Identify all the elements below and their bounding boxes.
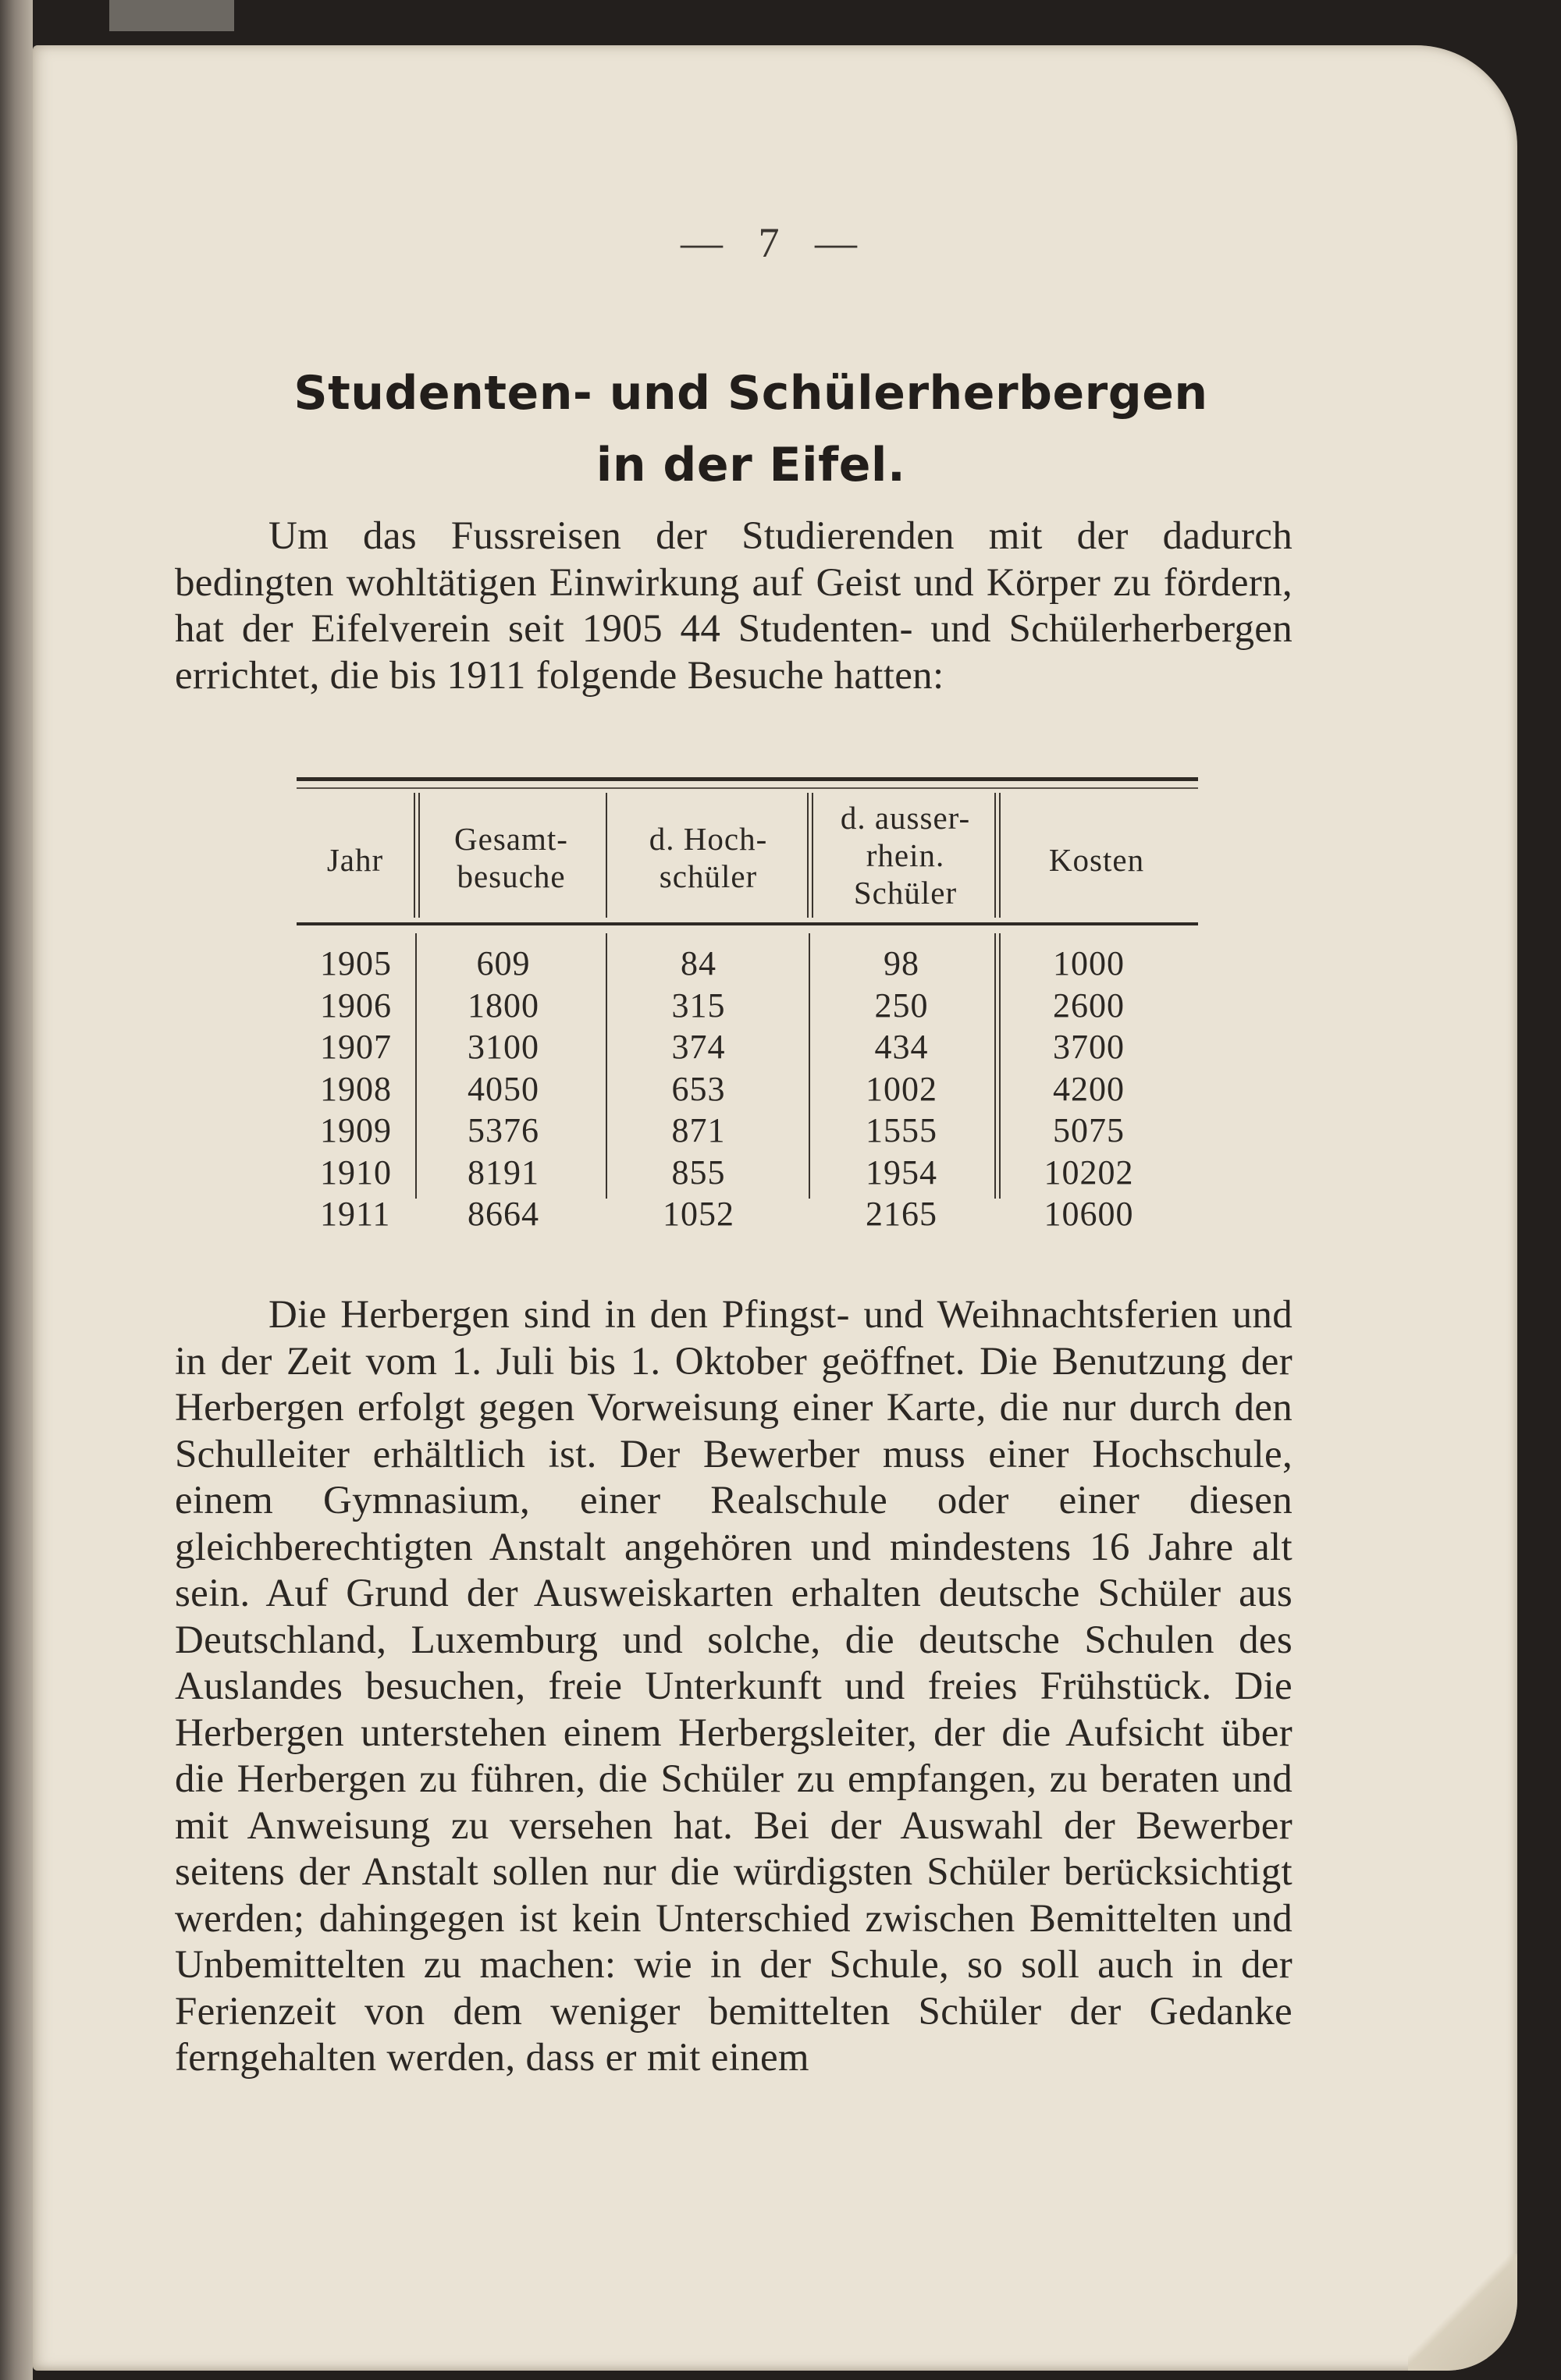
- page-title: [33, 357, 1469, 501]
- cell-hochschueler: 84: [681, 944, 716, 982]
- cell-kosten: 5075: [1053, 1111, 1125, 1149]
- cell-gesamtbesuche: 4050: [468, 1069, 539, 1108]
- cell-jahr: 1911: [320, 1195, 391, 1233]
- cell-gesamtbesuche: 1800: [468, 986, 539, 1025]
- header-hochschueler: [620, 820, 796, 895]
- cell-jahr: 1909: [320, 1111, 392, 1149]
- cell-gesamtbesuche: 609: [476, 944, 531, 982]
- cell-kosten: 2600: [1053, 986, 1125, 1025]
- col-divider: [414, 793, 420, 918]
- table-row: [265, 985, 1198, 1027]
- cell-gesamtbesuche: 5376: [468, 1111, 539, 1149]
- table-row: [265, 943, 1198, 985]
- book-page: [33, 45, 1517, 2371]
- cell-hochschueler: 653: [671, 1069, 726, 1108]
- cell-kosten: 10202: [1044, 1153, 1134, 1192]
- table-top-rule: [297, 777, 1198, 781]
- header-kosten: Kosten: [1048, 842, 1145, 878]
- header-jahr: Jahr: [326, 842, 384, 878]
- cell-kosten: 3700: [1053, 1028, 1125, 1066]
- header-hochschueler-line2: schüler: [659, 858, 758, 894]
- table-header-rule: [297, 922, 1198, 925]
- header-ausserrhein-line1: d. ausser-: [840, 800, 971, 836]
- cell-ausserrhein: 1954: [866, 1153, 937, 1192]
- cell-jahr: 1905: [320, 944, 392, 982]
- book-binding: [0, 0, 33, 2380]
- title-line-2: in der Eifel.: [596, 438, 906, 492]
- cover-edge: [109, 0, 234, 31]
- cell-jahr: 1906: [320, 986, 392, 1025]
- cell-gesamtbesuche: 8191: [468, 1153, 539, 1192]
- cell-hochschueler: 315: [671, 986, 726, 1025]
- cell-hochschueler: 855: [671, 1153, 726, 1192]
- page-curl: [1408, 2254, 1517, 2371]
- cell-hochschueler: 374: [671, 1028, 726, 1066]
- header-ausserrhein-schueler: [820, 799, 991, 911]
- cell-jahr: 1908: [320, 1069, 392, 1108]
- cell-ausserrhein: 2165: [866, 1195, 937, 1233]
- col-divider: [807, 793, 813, 918]
- header-gesamtbesuche: [429, 820, 593, 895]
- intro-paragraph: Um das Fussreisen der Studierenden mit der dadurch bedingten wohltätigen Einwirkung auf Geist und Körper zu fördern, hat der Eifelverein seit 1905 44 Studenten- und Schülerherbergen errichtet, die bis 1911 folgende Besuche hatten:: [175, 514, 1293, 698]
- cell-ausserrhein: 1555: [866, 1111, 937, 1149]
- header-hochschueler-line1: d. Hoch-: [649, 821, 768, 857]
- col-divider: [994, 793, 1001, 918]
- cell-kosten: 1000: [1053, 944, 1125, 982]
- table-row: [265, 1152, 1198, 1194]
- header-gesamtbesuche-line1: Gesamt-: [454, 821, 568, 857]
- col-divider: [606, 793, 607, 918]
- cell-gesamtbesuche: 8664: [468, 1195, 539, 1233]
- cell-ausserrhein: 98: [884, 944, 919, 982]
- table-row: [265, 1026, 1198, 1068]
- table-row: [265, 1193, 1198, 1235]
- cell-jahr: 1907: [320, 1028, 392, 1066]
- table-row: [265, 1068, 1198, 1110]
- table-row: [265, 1110, 1198, 1152]
- cell-ausserrhein: 1002: [866, 1069, 937, 1108]
- cell-ausserrhein: 250: [874, 986, 929, 1025]
- title-line-1: Studenten- und Schülerherbergen: [293, 366, 1208, 421]
- cell-gesamtbesuche: 3100: [468, 1028, 539, 1066]
- cell-hochschueler: 1052: [663, 1195, 734, 1233]
- header-gesamtbesuche-line2: besuche: [457, 858, 566, 894]
- header-ausserrhein-line2: rhein.: [866, 837, 945, 873]
- cell-kosten: 4200: [1053, 1069, 1125, 1108]
- cell-kosten: 10600: [1044, 1195, 1134, 1233]
- page-number: — 7 —: [681, 219, 869, 266]
- cell-jahr: 1910: [320, 1153, 392, 1192]
- body-paragraph: Die Herbergen sind in den Pfingst- und Weihnachtsferien und in der Zeit vom 1. Juli bis 1. Oktober geöffnet. Die Benutzung der Herbergen erfolgt gegen Vorweisung einer Karte, die nur durch den Schulleiter erhältlich ist. Der Bewerber muss einer Hochschule, einem Gymnasium, einer Realschule oder einer diesen gleichberechtigten Anstalt angehören und mindestens 16 Jahre alt sein. Auf Grund der Ausweiskarten erhalten deutsche Schüler aus Deutschland, Luxemburg und solche, die deutsche Schulen des Auslandes besuchen, freie Unterkunft und freies Frühstück. Die Herbergen unterstehen einem Herbergsleiter, der die Aufsicht über die Herbergen zu führen, die Schüler zu empfangen, zu beraten und mit Anweisung zu versehen hat. Bei der Auswahl der Bewerber seitens der Anstalt sollen nur die würdigsten Schüler berücksichtigt werden; dahingegen ist kein Unterschied zwischen Bemittelten und Unbemittelten zu machen: wie in der Schule, so soll auch in der Ferienzeit von dem weniger bemittelten Schüler der Gedanke ferngehalten werden, dass er mit einem: [175, 1293, 1293, 2080]
- header-ausserrhein-line3: Schüler: [853, 875, 958, 911]
- cell-ausserrhein: 434: [874, 1028, 929, 1066]
- table-top-rule-thin: [297, 787, 1198, 789]
- cell-hochschueler: 871: [671, 1111, 726, 1149]
